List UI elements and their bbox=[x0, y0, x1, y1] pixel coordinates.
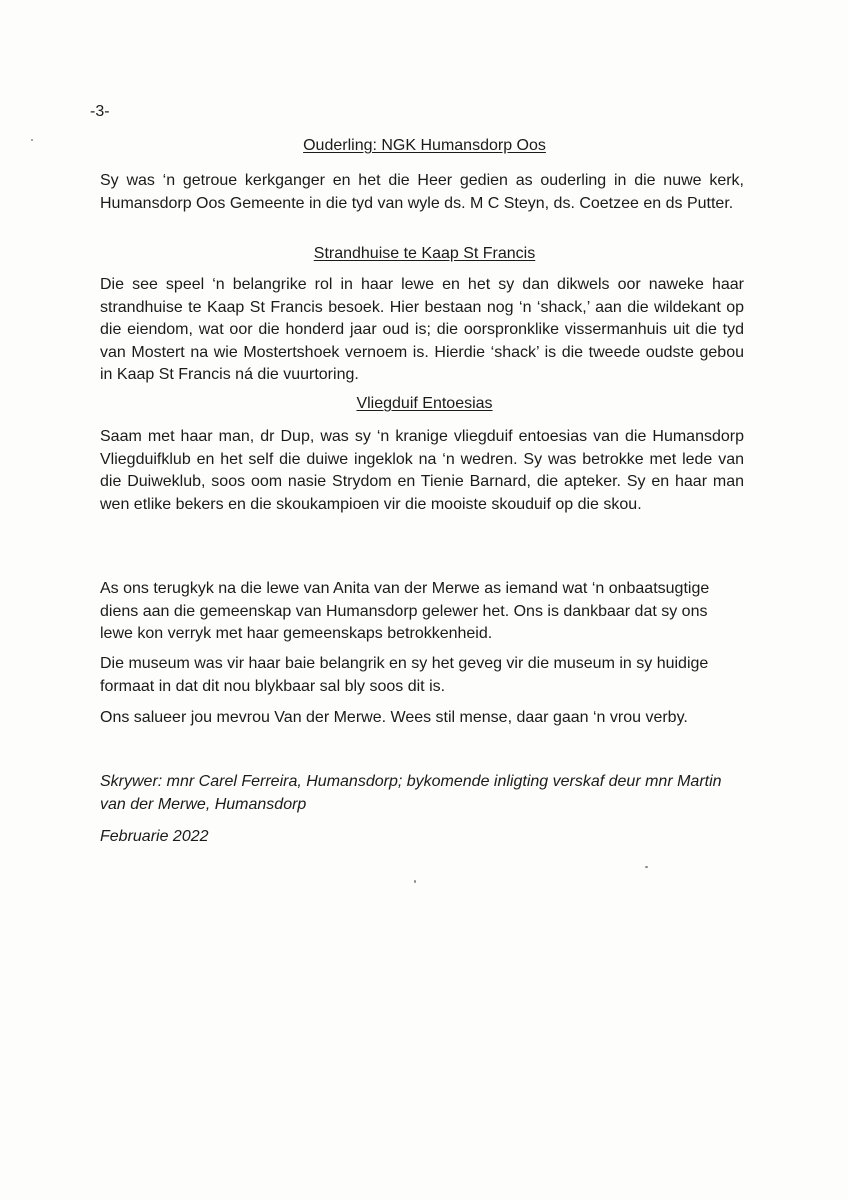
document-date: Februarie 2022 bbox=[100, 828, 209, 845]
section-heading-strandhuise: Strandhuise te Kaap St Francis bbox=[313, 245, 536, 262]
scan-speck bbox=[645, 866, 648, 868]
section-text-ouderling: Sy was ‘n getroue kerkganger en het die Heer gedien as ouderling in die nuwe kerk, Humansdorp Oos Gemeente in die tyd van wyle ds. M C Steyn, ds. Coetzee en ds Putter. bbox=[100, 172, 744, 212]
section-text-strandhuise: Die see speel ‘n belangrike rol in haar lewe en het sy dan dikwels oor naweke haar strandhuise te Kaap St Francis besoek. Hier bestaan nog ‘n ‘shack,’ aan die wildekant op die eiendom, wat oor die honderd jaar oud is; die oorspronklike vissermanhuis uit die tyd van Mostert na wie Mostertshoek vernoem is. Hierdie ‘shack’ is die tweede oudste gebou in Kaap St Francis ná die vuurtoring. bbox=[100, 276, 744, 383]
section-heading-vliegduif: Vliegduif Entoesias bbox=[356, 395, 493, 412]
section-heading-ouderling: Ouderling: NGK Humansdorp Oos bbox=[303, 137, 546, 154]
section-text-vliegduif: Saam met haar man, dr Dup, was sy ‘n kranige vliegduif entoesias van die Humansdorp Vliegduifklub en het self die duiwe ingeklok na ‘n wedren. Sy was betrokke met lede van die Duiweklub, soos oom nasie Strydom en Tienie Barnard, die apteker. Sy en haar man wen etlike bekers en die skoukampioen vir die mooiste skouduif op die skou. bbox=[100, 428, 744, 513]
closing-paragraph-museum: Die museum was vir haar baie belangrik en sy het geveg vir die museum in sy huidige formaat in dat dit nou blykbaar sal bly soos dit is. bbox=[100, 655, 709, 695]
closing-paragraph-tribute: As ons terugkyk na die lewe van Anita van der Merwe as iemand wat ‘n onbaatsugtige diens aan die gemeenskap van Humansdorp gelewer het. Ons is dankbaar dat sy ons lewe kon verryk met haar gemeenskaps betrokkenheid. bbox=[100, 580, 710, 642]
page-number: -3- bbox=[90, 103, 110, 120]
scan-speck bbox=[414, 880, 416, 883]
closing-paragraph-salute: Ons salueer jou mevrou Van der Merwe. Wees stil mense, daar gaan ‘n vrou verby. bbox=[100, 709, 688, 726]
author-credit: Skrywer: mnr Carel Ferreira, Humansdorp; bykomende inligting verskaf deur mnr Martin van der Merwe, Humansdorp bbox=[100, 773, 722, 813]
scan-speck bbox=[31, 139, 33, 141]
